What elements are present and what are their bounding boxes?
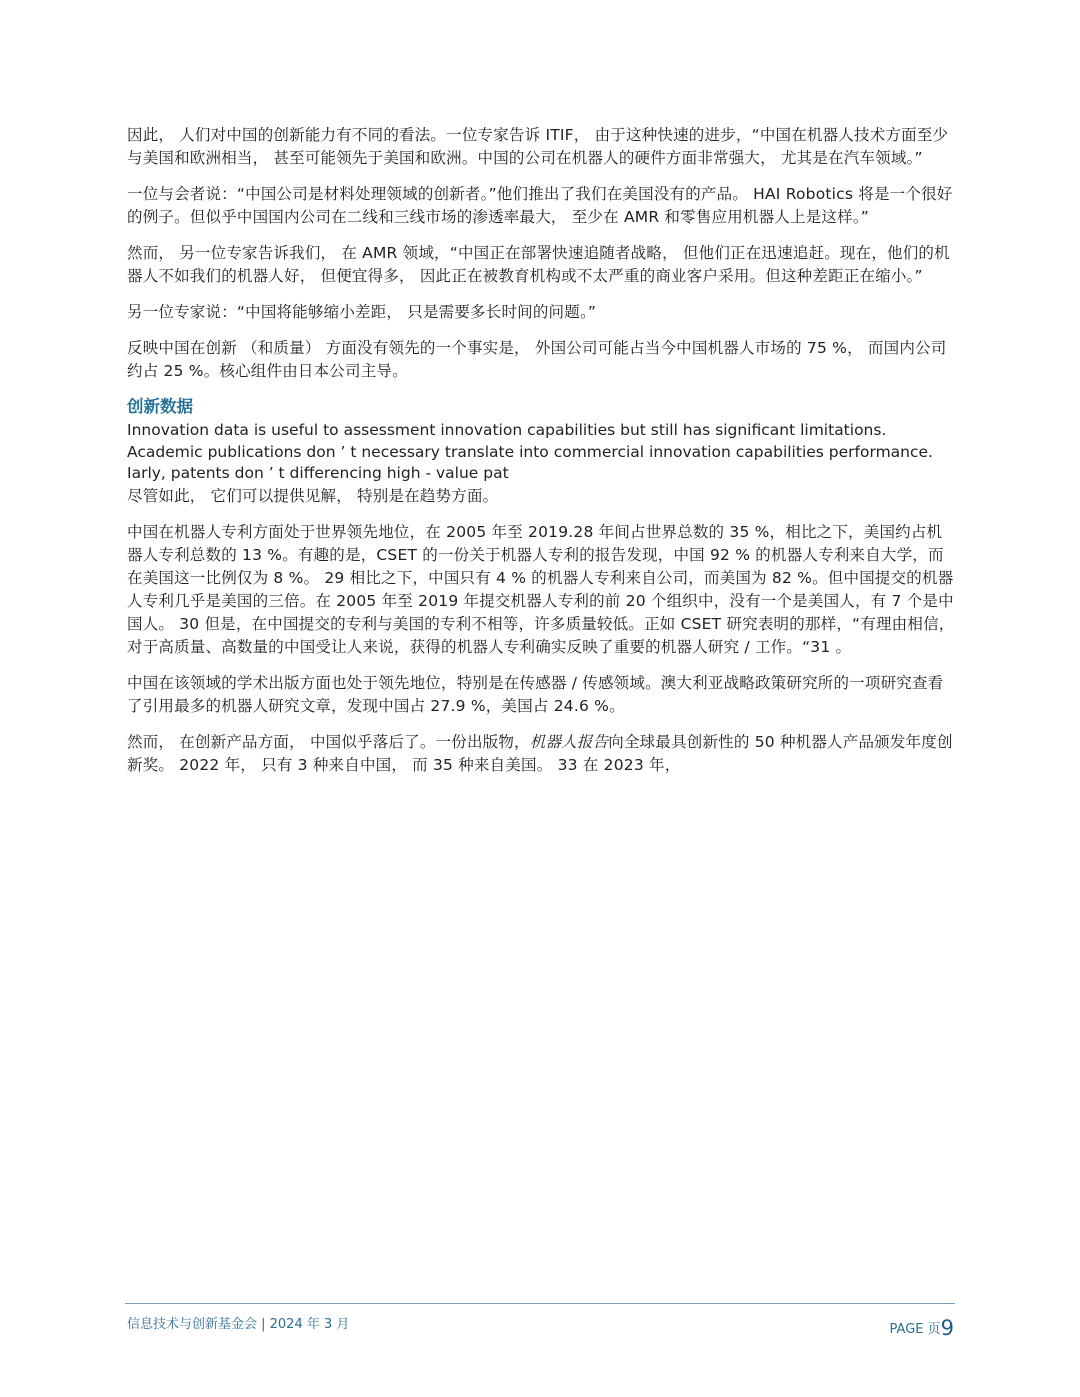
paragraph-9 xyxy=(127,731,957,777)
paragraph-2: 一位与会者说：“中国公司是材料处理领域的创新者。”他们推出了我们在美国没有的产品。 HAI Robotics 将是一个很好的例子。但似乎中国国内公司在二线和三线市场的渗透率最大， 至少在 AMR 和零售应用机器人上是这样。” xyxy=(127,185,953,226)
paragraph-1: 因此， 人们对中国的创新能力有不同的看法。一位专家告诉 ITIF， 由于这种快速的进步，“中国在机器人技术方面至少与美国和欧洲相当， 甚至可能领先于美国和欧洲。中国的公司在机器人的硬件方面非常强大， 尤其是在汽车领域。” xyxy=(127,126,949,167)
paragraph-6: 尽管如此， 它们可以提供见解， 特别是在趋势方面。 xyxy=(127,486,499,505)
paragraph-8: 中国在该领域的学术出版方面也处于领先地位，特别是在传感器 / 传感领域。澳大利亚战略政策研究所的一项研究查看了引用最多的机器人研究文章，发现中国占 27.9 %，美国占 24.6 %。 xyxy=(127,673,944,715)
paragraph-9-end: 向全球最具创新性的 50 种机器人产品颁发年度创新奖。 2022 年， 只有 3 种来自中国， 而 35 种来自美国。 33 在 2023 年， xyxy=(127,732,953,774)
document-body xyxy=(127,124,957,790)
publication-title: 机器人报告 xyxy=(529,732,609,751)
paragraph-9-start: 然而， 在创新产品方面， 中国似乎落后了。一份出版物， xyxy=(127,732,530,751)
footer-divider xyxy=(125,1303,955,1304)
section-heading: 创新数据 xyxy=(127,397,193,416)
paragraph-5: 反映中国在创新 （和质量） 方面没有领先的一个事实是， 外国公司可能占当今中国机器人市场的 75 %， 而国内公司约占 25 %。核心组件由日本公司主导。 xyxy=(127,339,947,380)
english-paragraph: Innovation data is useful to assessment innovation capabilities but still has significant limitations. Academic publications don ’ t necessary translate into commercial innovation capabilities performance. Iarly, patents don ’ t differencing high - value pat xyxy=(127,421,933,482)
footer-publisher: 信息技术与创新基金会 | 2024 年 3 月 xyxy=(127,1317,350,1332)
paragraph-3: 然而， 另一位专家告诉我们， 在 AMR 领域，“中国正在部署快速追随者战略， 但他们正在迅速追赶。现在，他们的机器人不如我们的机器人好， 但便宜得多， 因此正在被教育机构或不太严重的商业客户采用。但这种差距正在缩小。” xyxy=(127,244,950,285)
page-number: 9 xyxy=(940,1316,954,1340)
page-indicator xyxy=(890,1316,954,1340)
page-label: PAGE 页 xyxy=(889,1322,941,1337)
paragraph-7: 中国在机器人专利方面处于世界领先地位，在 2005 年至 2019.28 年间占世界总数的 35 %，相比之下，美国约占机器人专利总数的 13 %。有趣的是，CSET 的一份关于机器人专利的报告发现，中国 92 % 的机器人专利来自大学，而在美国这一比例仅为 8 %。 29 相比之下，中国只有 4 % 的机器人专利来自公司，而美国为 82 %。但中国提交的机器人专利几乎是美国的三倍。在 2005 年至 2019 年提交机器人专利的前 20 个组织中，没有一个是美国人，有 7 个是中国人。 30 但是，在中国提交的专利与美国的专利不相等，许多质量较低。正如 CSET 研究表明的那样，“有理由相信，对于高质量、高数量的中国受让人来说，获得的机器人专利确实反映了重要的机器人研究 / 工作。“31 。 xyxy=(127,522,955,656)
paragraph-4: 另一位专家说：“中国将能够缩小差距， 只是需要多长时间的问题。” xyxy=(127,303,597,321)
